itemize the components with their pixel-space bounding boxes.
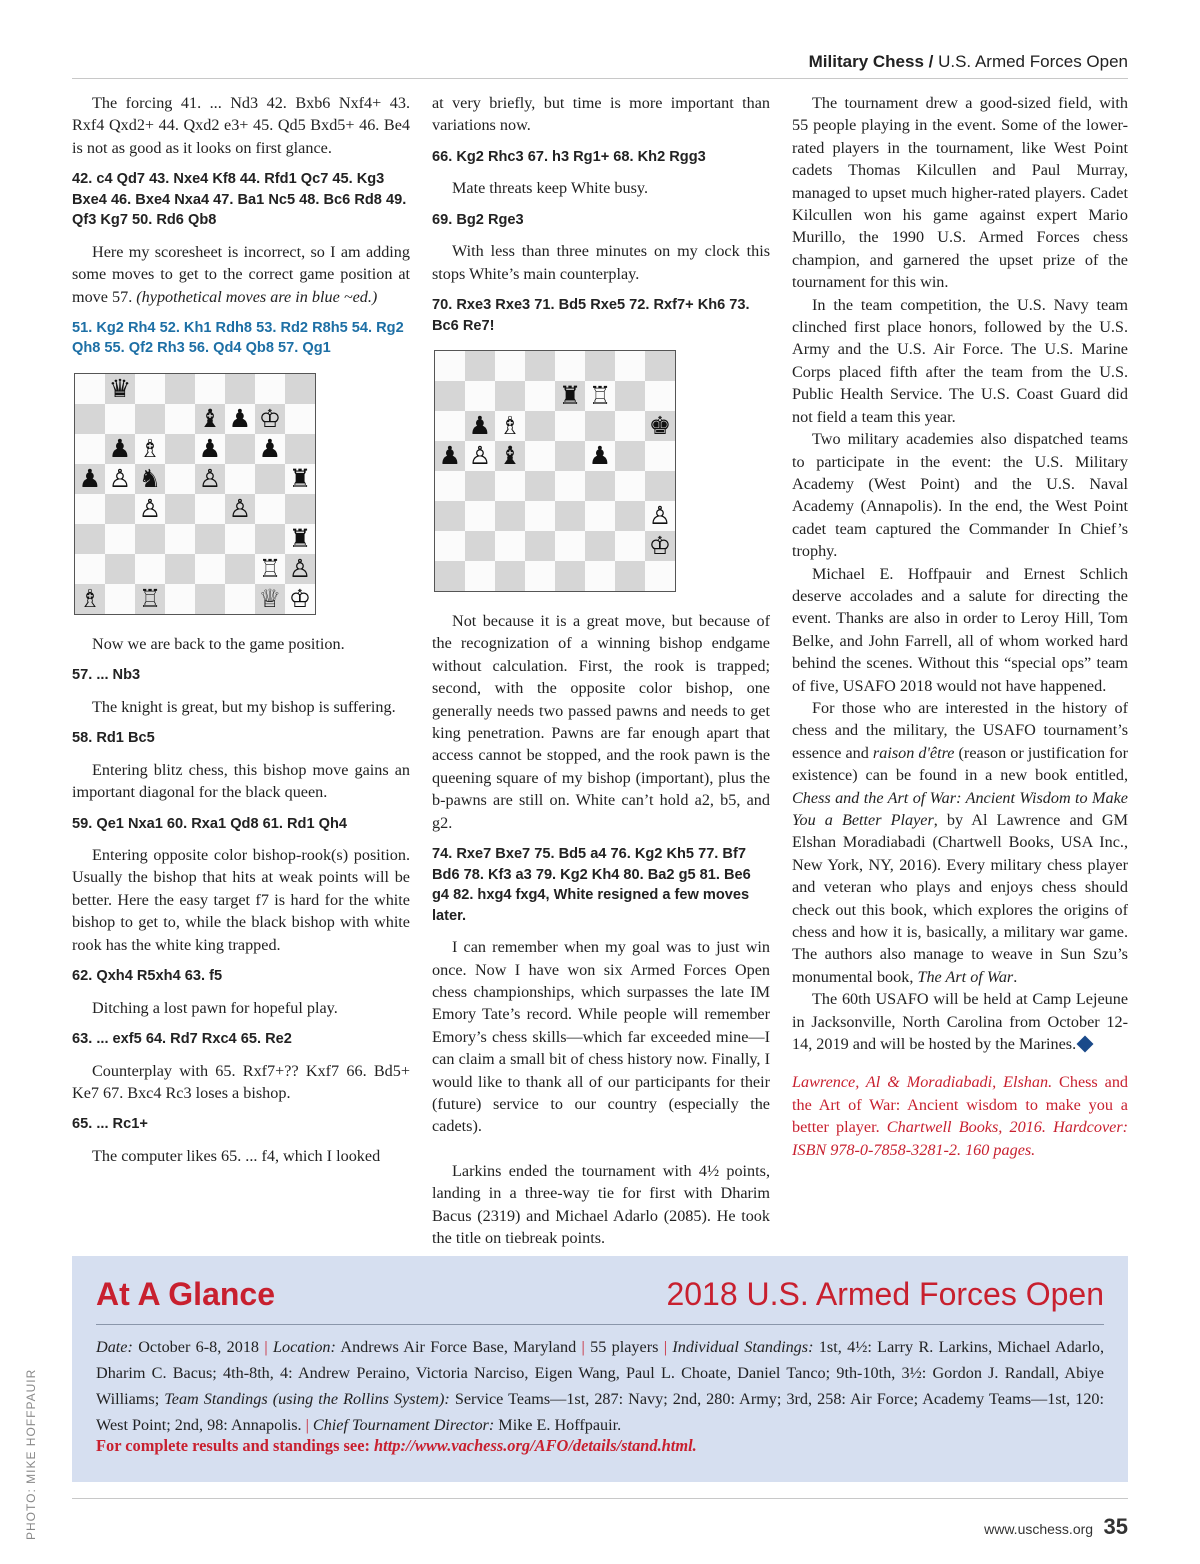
paragraph: Two military academies also dispatched teams to participate in the event: the U.S. Military Academy (West Point) and the U.S. Naval Academy (Annapolis). In the end, the West Point cadet team captured the Commander In Chief’s trophy.	[792, 430, 1128, 561]
paragraph: Entering opposite color bishop-rook(s) position. Usually the bishop that hits at weak points will be better. Here the easy target f7 is hard for the white bishop to get to, while the black bishop with white rook has the white king trapped.	[72, 846, 410, 954]
book-title: The Art of War	[917, 967, 1014, 986]
paragraph	[792, 988, 1128, 1055]
date-value: October 6-8, 2018	[138, 1338, 260, 1356]
chess-piece: ♜	[288, 523, 312, 553]
move-list: 59. Qe1 Nxa1 60. Rxa1 Qd8 61. Rd1 Qh4	[72, 815, 347, 832]
chess-piece: ♟	[468, 411, 492, 441]
ref-publisher: Chartwell Books, 2016. Hardcover: ISBN 978-0-7858-3281-2. 160 pages.	[792, 1118, 1129, 1159]
move-list: 69. Bg2 Rge3	[432, 211, 524, 228]
results-link-label: For complete results and standings see:	[96, 1436, 370, 1455]
chess-piece: ♕	[258, 583, 282, 613]
chess-piece: ♟	[438, 441, 462, 471]
chess-piece: ♛	[108, 373, 132, 403]
director-label: Chief Tournament Director:	[312, 1416, 495, 1434]
paragraph: Larkins ended the tournament with 4½ points, landing in a three-way tie for first with Dharim Bacus (2319) and Michael Adarlo (2085). He took the title on tiebreak points.	[432, 1161, 770, 1247]
chess-diagram-2	[434, 350, 676, 592]
chess-piece: ♝	[498, 441, 522, 471]
chess-piece: ♟	[108, 433, 132, 463]
separator: |	[663, 1338, 667, 1356]
glance-details	[96, 1334, 1104, 1438]
running-header	[72, 52, 1128, 72]
page-number: 35	[1103, 1514, 1128, 1539]
individual-standings-label: Individual Standings:	[672, 1338, 814, 1356]
column-3	[792, 92, 1128, 1161]
move-list: 58. Rd1 Bc5	[72, 730, 155, 747]
chess-piece: ♔	[648, 531, 672, 561]
chess-piece: ♟	[258, 433, 282, 463]
text: .	[1013, 967, 1018, 986]
chess-piece: ♙	[108, 463, 132, 493]
footer-website[interactable]: www.uschess.org	[984, 1521, 1094, 1537]
chess-piece: ♝	[198, 403, 222, 433]
director-name: Mike E. Hoffpauir.	[498, 1416, 622, 1434]
header-section: Military Chess /	[808, 52, 934, 71]
location-value: Andrews Air Force Base, Maryland	[340, 1338, 577, 1356]
move-list: 65. ... Rc1+	[72, 1116, 148, 1133]
glance-title: At A Glance	[96, 1276, 275, 1312]
chess-piece: ♖	[588, 381, 612, 411]
paragraph	[72, 241, 410, 308]
move-list: 74. Rxe7 Bxe7 75. Bd5 a4 76. Kg2 Kh5 77. Bf7 Bd6 78. Kf3 a3 79. Kg2 Kh4 80. Ba2 g5 81. Be6 g4 82. hxg4 fxg4, White resigned a few moves later.	[432, 846, 751, 924]
paragraph: In the team competition, the U.S. Navy team clinched first place honors, followed by the U.S. Army and the U.S. Air Force. The U.S. Marine Corps placed fifth after the team from the U.S. Public Health Service. The U.S. Coast Guard did not field a team this year.	[792, 295, 1128, 426]
paragraph: I can remember when my goal was to just win once. Now I have won six Armed Forces Open chess championships, which surpasses the late IM Emory Tate’s record. While people will remember Emory’s chess skills—which far exceeded mine—I can claim a small bit of chess history now. Finally, I would like to thank all of our participants for their (future) service to our country (especially the cadets).	[432, 938, 770, 1136]
separator: |	[581, 1338, 585, 1356]
glance-divider	[96, 1324, 1104, 1325]
hypothetical-move-list: 51. Kg2 Rh4 52. Kh1 Rdh8 53. Rd2 R8h5 54. Rg2 Qh8 55. Qf2 Rh3 56. Qd4 Qb8 57. Qg1	[72, 319, 404, 357]
chess-piece: ♗	[78, 583, 102, 613]
book-title: Chess and the Art of War: Ancient Wisdom to Make You a Better Player	[792, 788, 1128, 829]
chess-piece: ♖	[258, 553, 282, 583]
chess-piece: ♜	[288, 463, 312, 493]
paragraph: Counterplay with 65. Rxf7+?? Kxf7 66. Bd5+ Ke7 67. Bxc4 Rc3 loses a bishop.	[72, 1061, 410, 1102]
results-link-line	[96, 1436, 697, 1456]
header-divider	[72, 78, 1128, 79]
chess-piece: ♟	[588, 441, 612, 471]
players-count: 55 players	[590, 1338, 659, 1356]
chess-diagram-1	[74, 373, 316, 615]
date-label: Date:	[96, 1338, 133, 1356]
text: (reason or justification for existence) can be found in a new book entitled,	[792, 743, 1129, 785]
text: , by Al Lawrence and GM Elshan Moradiabadi (Chartwell Books, USA Inc., New York, NY, 2016). Every military chess player and veteran who plays and enjoys chess should check out this book, which explores the origins of chess and how it is, basically, a military war game. The authors also manage to weave in Sun Szu’s monumental book,	[792, 811, 1128, 986]
chess-piece: ♔	[288, 583, 312, 613]
separator: |	[264, 1338, 268, 1356]
results-link[interactable]: http://www.vachess.org/AFO/details/stand.html.	[374, 1436, 697, 1455]
at-a-glance-box	[72, 1256, 1128, 1482]
chess-piece: ♟	[228, 403, 252, 433]
paragraph: Mate threats keep White busy.	[452, 179, 648, 198]
move-list: 66. Kg2 Rhc3 67. h3 Rg1+ 68. Kh2 Rgg3	[432, 148, 706, 165]
paragraph: The computer likes 65. ... f4, which I looked	[92, 1146, 381, 1165]
separator: |	[305, 1416, 309, 1434]
chess-piece: ♟	[198, 433, 222, 463]
book-reference	[792, 1071, 1128, 1161]
column-2	[432, 92, 770, 1249]
paragraph: The forcing 41. ... Nd3 42. Bxb6 Nxf4+ 43. Rxf4 Qxd2+ 44. Qxd2 e3+ 45. Qd5 Bxd5+ 46. Be4 is not as good as it looks on first glance.	[72, 94, 410, 157]
move-list: 42. c4 Qd7 43. Nxe4 Kf8 44. Rfd1 Qc7 45. Kg3 Bxe4 46. Bxe4 Nxa4 47. Ba1 Nc5 48. Bc6 Rd8 49. Qf3 Kg7 50. Rd6 Qb8	[72, 171, 407, 229]
ref-title: Chess and the Art of War: Ancient wisdom to make you a better player.	[792, 1073, 1129, 1137]
paragraph: Entering blitz chess, this bishop move gains an important diagonal for the black queen.	[72, 760, 410, 802]
move-list: 70. Rxe3 Rxe3 71. Bd5 Rxe5 72. Rxf7+ Kh6 73. Bc6 Re7!	[432, 297, 750, 334]
move-list: 63. ... exf5 64. Rd7 Rxc4 65. Re2	[72, 1031, 292, 1047]
chess-piece: ♙	[468, 441, 492, 471]
paragraph: The knight is great, but my bishop is suffering.	[92, 697, 396, 716]
team-standings: Service Teams—1st, 287: Navy; 2nd, 280: Army; 3rd, 258: Air Force; Academy Teams—1st, 120: West Point; 2nd, 98: Annapolis.	[96, 1390, 1105, 1434]
chess-piece: ♗	[498, 411, 522, 441]
chess-piece: ♟	[78, 463, 102, 493]
italic-term: raison d'être	[872, 743, 955, 762]
chess-piece: ♔	[258, 403, 282, 433]
location-label: Location:	[272, 1338, 336, 1356]
chess-piece: ♙	[228, 493, 252, 523]
end-mark-icon	[1077, 1036, 1094, 1053]
chess-piece: ♙	[288, 553, 312, 583]
paragraph: at very briefly, but time is more important than variations now.	[432, 94, 770, 135]
team-standings-label: Team Standings (using the Rollins System):	[164, 1390, 450, 1408]
glance-event-name: 2018 U.S. Armed Forces Open	[666, 1276, 1104, 1312]
paragraph: Ditching a lost pawn for hopeful play.	[92, 998, 338, 1017]
paragraph: Now we are back to the game position.	[92, 634, 345, 653]
paragraph-text: Here my scoresheet is incorrect, so I am adding some moves to get to the correct game position at move 57.	[72, 242, 410, 306]
ref-authors: Lawrence, Al & Moradiabadi, Elshan.	[792, 1073, 1053, 1092]
text: The 60th USAFO will be held at Camp Lejeune in Jacksonville, North Carolina from October 12-14, 2019 and will be hosted by the Marines.	[792, 990, 1128, 1054]
page-footer	[984, 1514, 1128, 1540]
chess-piece: ♞	[138, 463, 162, 493]
footer-divider	[72, 1498, 1128, 1499]
paragraph: The tournament drew a good-sized field, with 55 people playing in the event. Some of the lower-rated players in the tournament, like West Point cadets Thomas Kilcullen and Paul Murray, managed to upset much higher-rated players. Cadet Kilcullen won his game against expert Mario Murillo, the 1990 U.S. Armed Forces chess champion, and garnered the upset prize of the tournament for this win.	[792, 94, 1128, 292]
column-1	[72, 92, 410, 1167]
move-list: 57. ... Nb3	[72, 667, 141, 684]
chess-piece: ♙	[138, 493, 162, 523]
paragraph: Michael E. Hoffpauir and Ernest Schlich deserve accolades and a salute for directing the event. Thanks are also in order to Leroy Hill, Tom Belke, and John Farrell, all of whom worked hard behind the scenes. Without this “special ops” team of five, USAFO 2018 would not have happened.	[792, 564, 1128, 695]
individual-standings: 1st, 4½: Larry R. Larkins, Michael Adarlo, Dharim C. Bacus; 4th-8th, 4: Andrew Peraino, Victoria Narciso, Eigen Wang, Paul L. Choate, Daniel Tanco; 9th-10th, 3½: Gordon J. Randall, Abiye Williams;	[96, 1338, 1104, 1408]
chess-piece: ♚	[648, 411, 672, 441]
paragraph	[792, 697, 1128, 988]
move-list: 62. Qxh4 R5xh4 63. f5	[72, 968, 223, 985]
chess-piece: ♙	[198, 463, 222, 493]
text: For those who are interested in the history of chess and the military, the USAFO tournament’s essence and	[792, 698, 1128, 762]
header-subtitle: U.S. Armed Forces Open	[938, 52, 1128, 71]
chess-piece: ♗	[138, 433, 162, 463]
editor-note: (hypothetical moves are in blue ~ed.)	[136, 287, 378, 306]
photo-credit: PHOTO: MIKE HOFFPAUIR	[24, 1368, 38, 1540]
chess-piece: ♙	[648, 501, 672, 531]
paragraph: Not because it is a great move, but because of the recognization of a winning bishop endgame without calculation. First, the rook is trapped; second, with the opposite color bishop, one generally needs two passed pawns and needs to get king penetration. Pawns are far enough apart that access cannot be stopped, and the rook pawn is the queening square of my bishop (important), plus the b-pawns are still on. White can’t hold a2, b5, and g2.	[432, 612, 770, 832]
chess-piece: ♖	[138, 583, 162, 613]
chess-piece: ♜	[558, 381, 582, 411]
paragraph: With less than three minutes on my clock this stops White’s main counterplay.	[432, 242, 770, 283]
